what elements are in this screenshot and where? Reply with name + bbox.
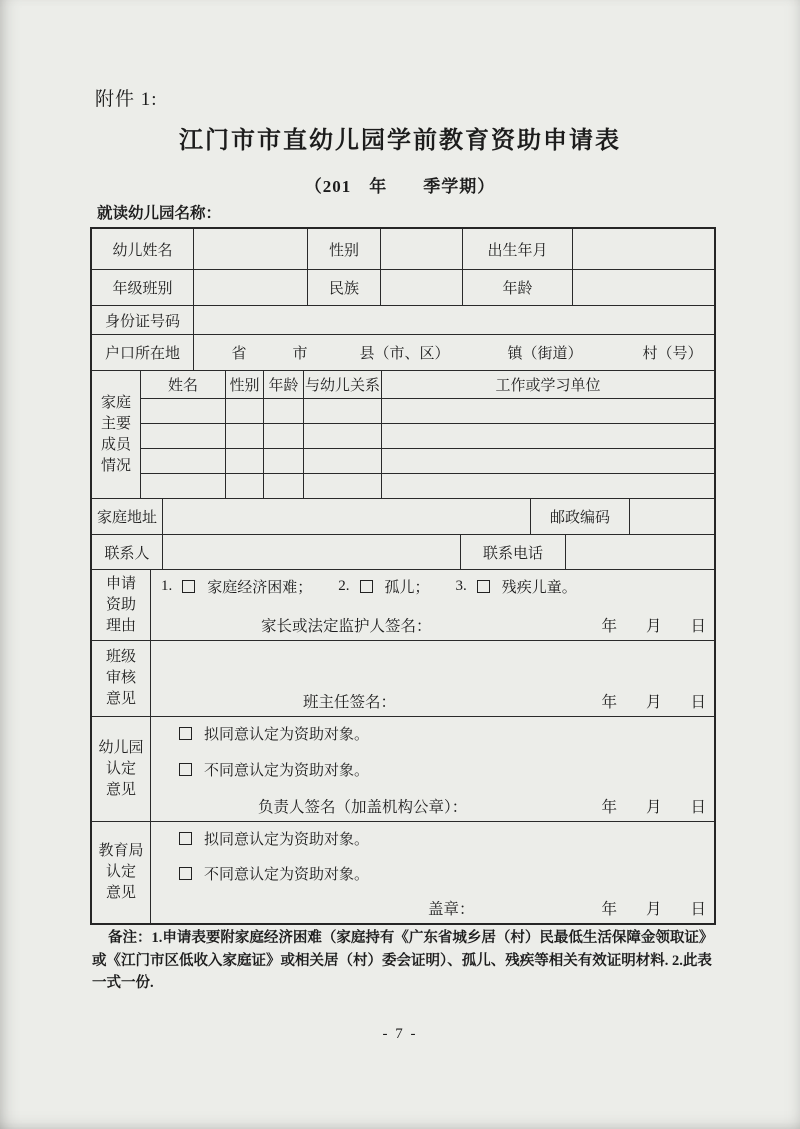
family-data-row [141,423,714,448]
age-label: 年龄 [462,270,572,305]
family-col-gender: 性别 [225,371,263,398]
gender-label: 性别 [307,229,380,269]
grade-class-field [193,270,307,305]
date-year-month-day: 年 月 日 [601,618,706,635]
gender-field [380,229,462,269]
family-workunit-field [381,474,714,498]
bureau-seal-line [151,897,714,919]
bureau-agree-option: 拟同意认定为资助对象。 [151,828,714,849]
row-home-address [92,498,714,534]
row-id-number [92,305,714,334]
family-col-workunit: 工作或学习单位 [381,371,714,398]
family-members-table [140,371,714,498]
age-field [572,270,714,305]
birth-date-label: 出生年月 [462,229,572,269]
ethnicity-label: 民族 [307,270,380,305]
residence-city: 市 [292,346,308,362]
kindergarten-agree-option: 拟同意认定为资助对象。 [151,723,714,744]
row-child-name [92,229,714,269]
bureau-disagree-option: 不同意认定为资助对象。 [151,863,714,884]
residence-province: 省 [231,346,247,362]
guardian-signature-line [151,614,714,636]
form-subtitle: （201 年 季学期） [304,177,496,196]
family-relation-field [303,424,381,448]
family-age-field [263,399,303,423]
checkbox-icon [179,727,192,740]
family-relation-field [303,449,381,473]
family-workunit-field [381,424,714,448]
birth-date-field [572,229,714,269]
teacher-signature-line [151,690,714,712]
grade-class-label: 年级班别 [112,281,173,297]
residence-field [193,335,714,370]
family-data-row [141,473,714,498]
attachment-label: 附件 1: [95,89,158,110]
kindergarten-opinion-section [92,716,714,821]
row-contact-person [92,534,714,569]
reason-option-1: 1. 家庭经济困难； [161,578,313,596]
family-age-field [263,424,303,448]
contact-person-label: 联系人 [104,545,150,562]
footnote-line: 一式一份. [92,975,154,991]
row-grade-class [92,269,714,305]
application-form-table [90,227,716,925]
checkbox-icon [179,763,192,776]
residence-village: 村（号） [642,346,703,362]
class-review-body [150,641,714,716]
residence-label: 户口所在地 [104,346,180,362]
family-gender-field [225,474,263,498]
guardian-signature-label: 家长或法定监护人签名： [261,618,432,635]
family-age-field [263,449,303,473]
family-section-label: 家庭 主要 成员 情况 [100,394,131,474]
residence-county: 县（市、区） [359,346,450,362]
contact-phone-label: 联系电话 [460,535,565,569]
bureau-opinion-section [92,821,714,923]
reason-options-line [151,576,714,597]
family-gender-field [225,399,263,423]
family-col-age: 年龄 [263,371,303,398]
family-name-field [141,449,225,473]
home-address-label: 家庭地址 [96,510,157,526]
checkbox-icon [182,580,195,593]
family-name-field [141,474,225,498]
principal-signature-line [151,795,714,817]
apply-reason-body [150,570,714,640]
checkbox-icon [179,867,192,880]
school-name-label: 就读幼儿园名称： [97,205,222,222]
principal-signature-label: 负责人签名（加盖机构公章）： [258,799,468,816]
family-members-section [92,370,714,498]
reason-option-2: 2. 孤儿； [338,578,430,596]
teacher-signature-label: 班主任签名： [303,694,397,711]
family-col-name: 姓名 [167,378,198,394]
contact-phone-field [565,535,714,569]
bureau-seal-label: 盖章： [428,901,475,918]
bureau-opinion-label: 教育局 认定 意见 [98,843,144,901]
id-number-field [193,306,714,334]
footnotes [92,927,722,995]
family-gender-field [225,424,263,448]
family-relation-field [303,474,381,498]
checkbox-icon [360,580,373,593]
family-data-row [141,398,714,423]
form-title: 江门市市直幼儿园学前教育资助申请表 [179,128,621,154]
apply-reason-label: 申请 资助 理由 [105,575,136,634]
apply-reason-section [92,569,714,640]
kindergarten-opinion-body [150,717,714,821]
date-year-month-day: 年 月 日 [601,901,706,918]
family-name-field [141,424,225,448]
id-number-label: 身份证号码 [104,313,180,330]
home-address-field [162,499,530,534]
family-workunit-field [381,449,714,473]
family-relation-field [303,399,381,423]
family-gender-field [225,449,263,473]
postal-code-label: 邮政编码 [530,499,629,534]
reason-option-3: 3. 残疾儿童。 [455,578,577,596]
checkbox-icon [179,832,192,845]
row-residence [92,334,714,370]
date-year-month-day: 年 月 日 [601,694,706,711]
kindergarten-opinion-label: 幼儿园 认定 意见 [98,739,144,798]
family-workunit-field [381,399,714,423]
residence-town: 镇（街道） [507,346,583,362]
kindergarten-disagree-option: 不同意认定为资助对象。 [151,759,714,780]
footnote-line: 或《江门市区低收入家庭证》或相关居（村）委会证明）、孤儿、残疾等相关有效证明材料. 2.此表 [92,952,712,969]
checkbox-icon [477,580,490,593]
footnote-line: 备注：1.申请表要附家庭经济困难（家庭持有《广东省城乡居（村）民最低生活保障金领取证》 [108,930,714,946]
family-age-field [263,474,303,498]
family-col-relation: 与幼儿关系 [303,371,381,398]
family-name-field [141,399,225,423]
child-name-label: 幼儿姓名 [112,242,173,259]
class-review-label: 班级 审核 意见 [105,649,136,707]
child-name-field [193,229,307,269]
postal-code-field [629,499,714,534]
family-header-row [141,371,714,398]
date-year-month-day: 年 月 日 [601,799,706,816]
page-number: - 7 - [382,1026,418,1042]
family-data-row [141,448,714,473]
class-review-section [92,640,714,716]
ethnicity-field [380,270,462,305]
contact-person-field [162,535,460,569]
bureau-opinion-body [150,822,714,923]
